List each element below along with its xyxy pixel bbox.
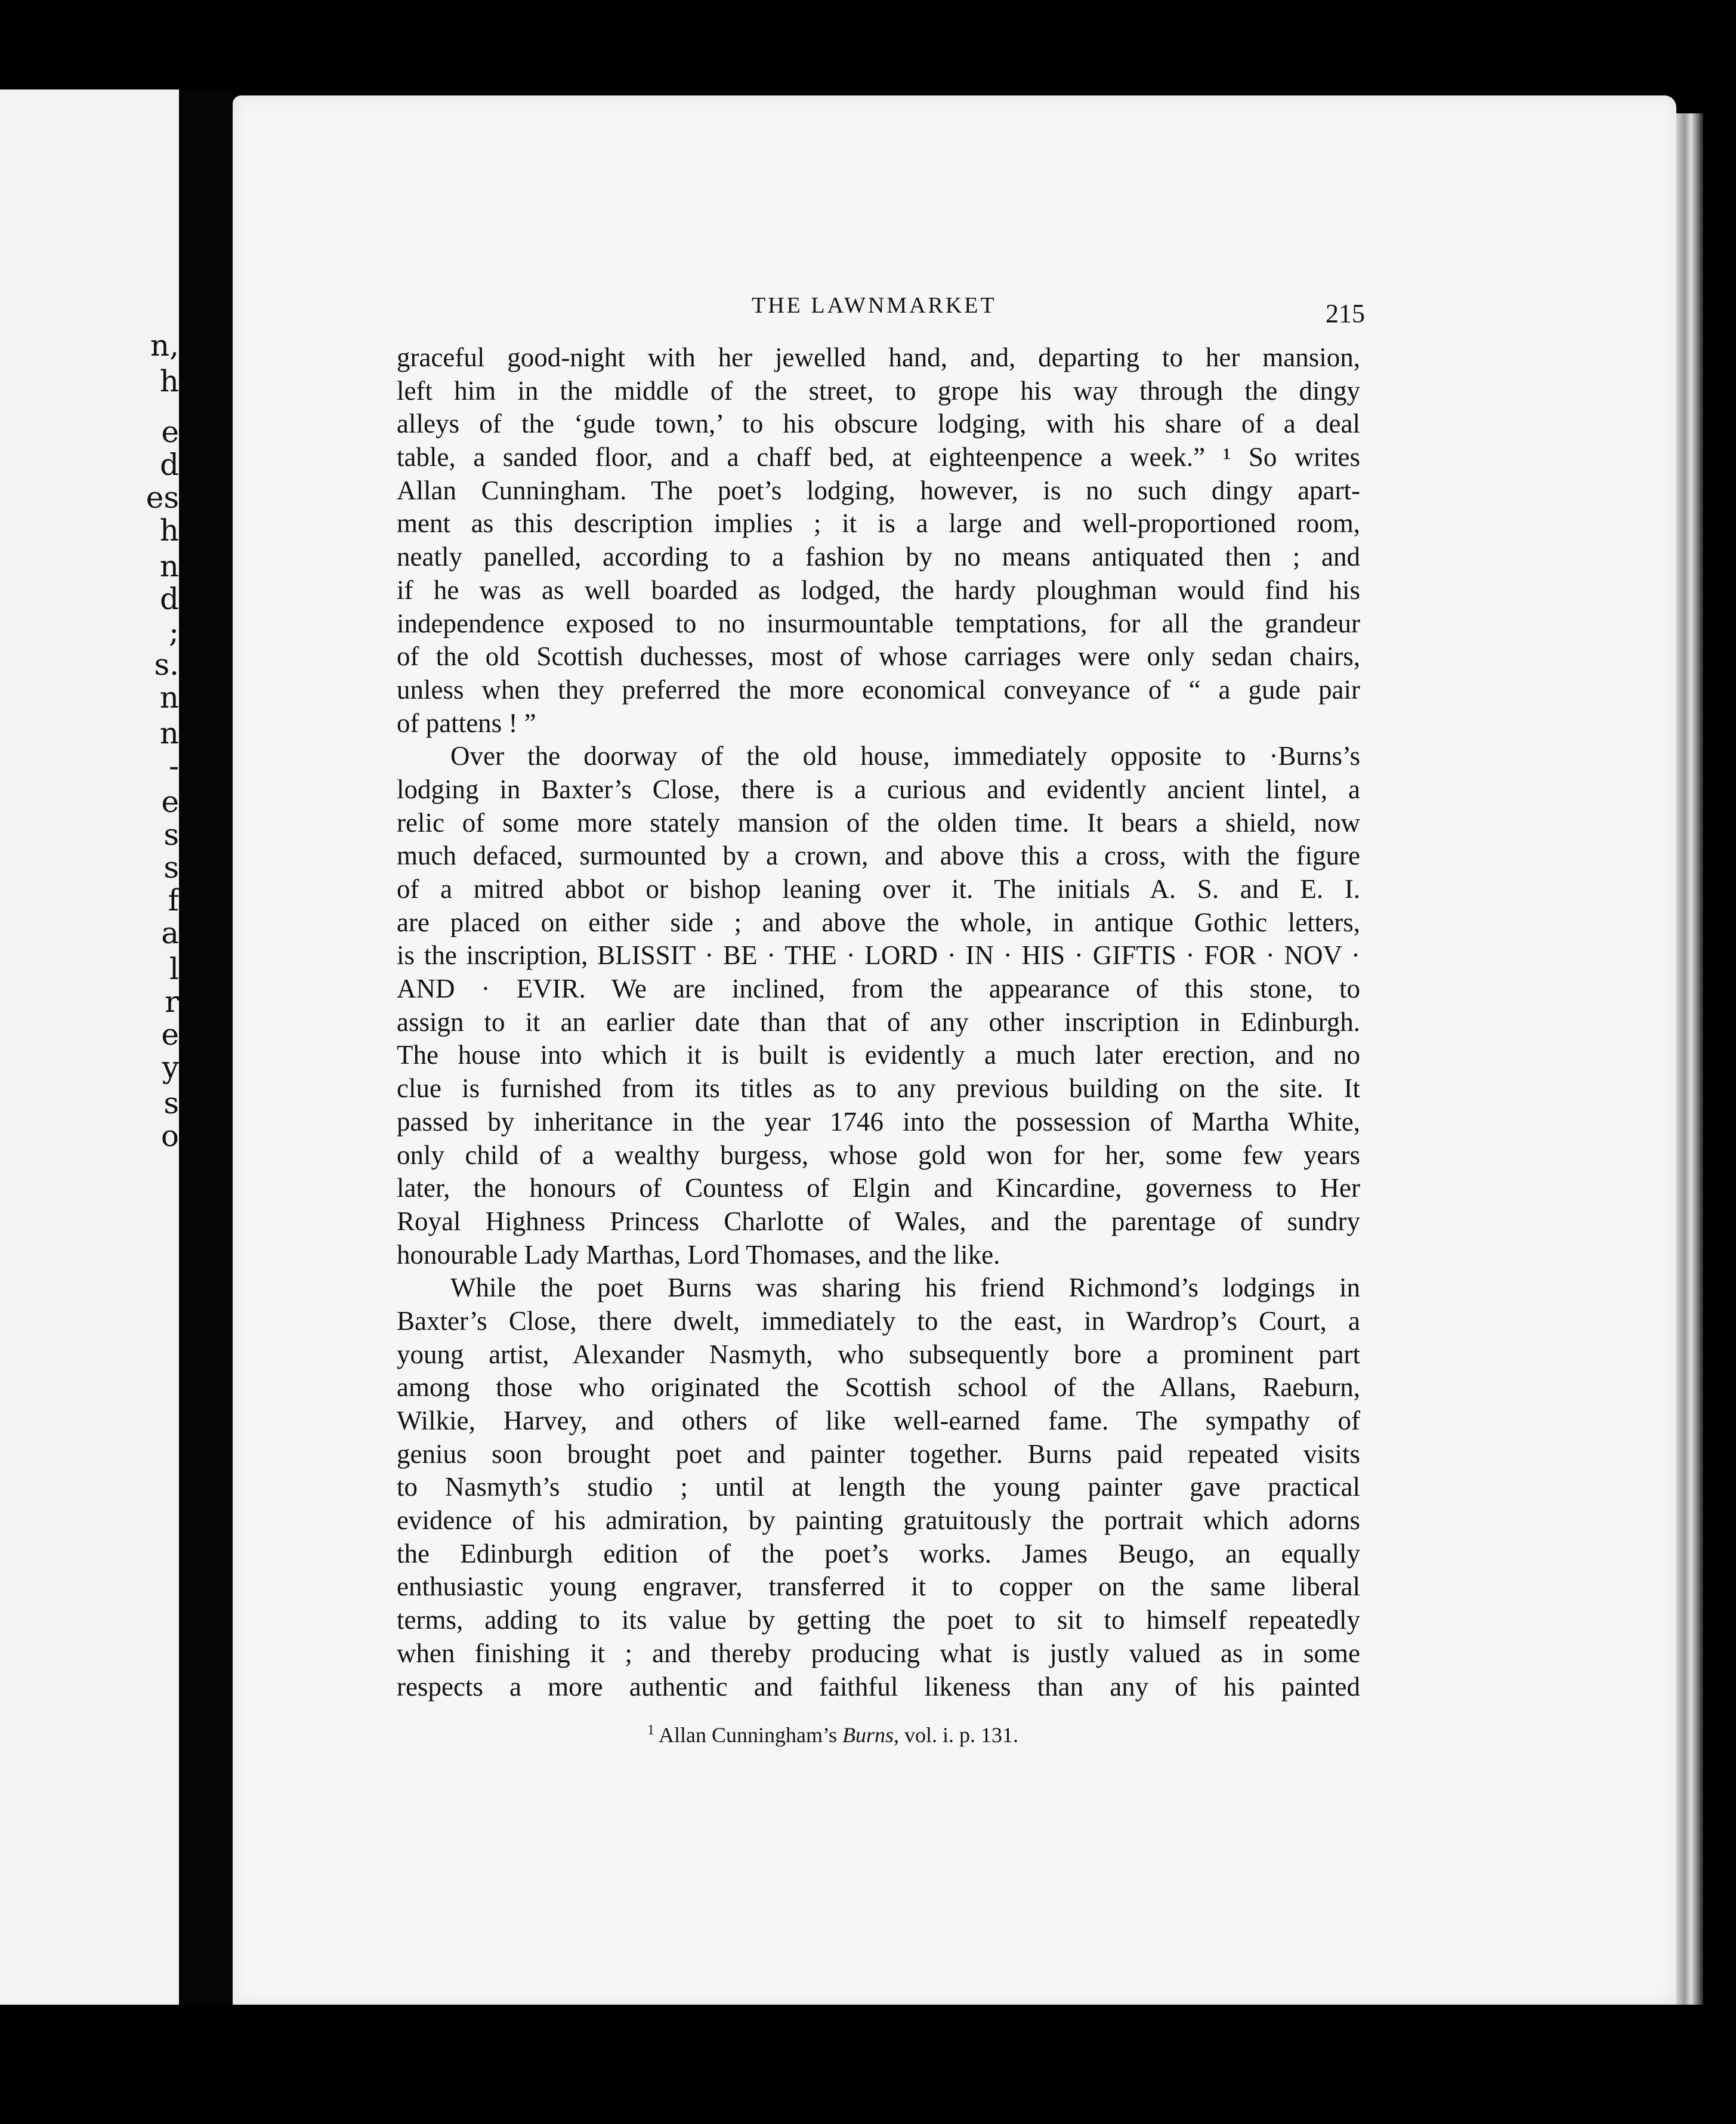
facing-page-text-fragments [0,84,179,1873]
facing-page-fragment: d [159,447,179,482]
facing-page-fragment: s [163,817,179,852]
text-line: honourable Lady Marthas, Lord Thomases, and the like. [397,1239,1000,1270]
text-line: neatly panelled, according to a fashion by no means antiquated then ; and [397,542,1360,572]
book-gutter [179,89,233,2005]
facing-page-fragment: s [163,850,179,885]
facing-page-fragment: h [159,364,179,399]
footnote-italic-title: Burns [842,1723,894,1747]
text-line: ment as this description implies ; it is a large and well-proportioned room, [397,508,1360,539]
facing-page-fragment: l [169,952,179,986]
text-line: left him in the middle of the street, to grope his way through the dingy [397,375,1360,406]
text-line: if he was as well boarded as lodged, the hardy ploughman would find his [397,575,1360,605]
facing-page-fragment: a [161,916,179,950]
text-line: later, the honours of Countess of Elgin and Kincardine, governess to Her [397,1173,1360,1203]
facing-page-fragment: e [161,1017,179,1052]
facing-page-fragment: n [159,680,179,715]
footnote-marker: 1 [647,1722,654,1738]
text-line: graceful good-night with her jewelled hand, and, departing to her mansion, [397,342,1360,372]
text-line: only child of a wealthy burgess, whose gold won for her, some few years [397,1140,1360,1170]
text-line: table, a sanded floor, and a chaff bed, at eighteenpence a week.” ¹ So writes [397,442,1360,473]
text-line: alleys of the ‘gude town,’ to his obscure lodging, with his share of a deal [397,409,1360,439]
text-line: young artist, Alexander Nasmyth, who subsequently bore a prominent part [397,1339,1360,1369]
text-line: much defaced, surmounted by a crown, and above this a cross, with the figure [397,841,1360,871]
text-line: of the old Scottish duchesses, most of whose carriages were only sedan chairs, [397,641,1360,672]
facing-page-fragment: n [159,549,179,584]
text-line: unless when they preferred the more economical conveyance of “ a gude pair [397,674,1360,705]
footnote-text-after: , vol. i. p. 131. [894,1723,1019,1747]
text-line: Over the doorway of the old house, immediately opposite to ·Burns’s [450,741,1360,771]
facing-page-fragment: n [159,716,179,751]
text-line: Wilkie, Harvey, and others of like well-earned fame. The sympathy of [397,1406,1360,1435]
text-line: are placed on either side ; and above the whole, in antique Gothic letters, [397,907,1360,937]
text-line: to Nasmyth’s studio ; until at length the young painter gave practical [397,1472,1360,1502]
text-line: clue is furnished from its titles as to any previous building on the site. It [397,1073,1360,1104]
facing-page-fragment: es [146,480,179,515]
text-line: genius soon brought poet and painter together. Burns paid repeated visits [397,1438,1360,1469]
facing-page-fragment: n, [150,328,179,363]
facing-page-fragment: r [165,984,179,1019]
text-line: when finishing it ; and thereby producing what is justly valued as in some [397,1638,1360,1668]
facing-page-fragment: e [161,415,179,449]
text-line: assign to it an earlier date than that of any other inscription in Edinburgh. [397,1007,1360,1037]
text-line: Allan Cunningham. The poet’s lodging, however, is no such dingy apart- [397,475,1360,505]
text-line: evidence of his admiration, by painting gratuitously the portrait which adorns [397,1505,1360,1536]
text-line: The house into which it is built is evidently a much later erection, and no [397,1040,1360,1070]
facing-page-fragment: e [161,785,179,819]
text-line: While the poet Burns was sharing his friend Richmond’s lodgings in [450,1273,1360,1303]
text-line: of a mitred abbot or bishop leaning over it. The initials A. S. and E. I. [397,874,1360,904]
text-line: Baxter’s Close, there dwelt, immediately to the east, in Wardrop’s Court, a [397,1305,1360,1336]
text-line: passed by inheritance in the year 1746 into the possession of Martha White, [397,1106,1360,1137]
text-line: enthusiastic young engraver, transferred it to copper on the same liberal [397,1572,1360,1602]
running-head: THE LAWNMARKET [752,293,997,318]
facing-page-fragment: f [168,883,179,918]
text-line: of pattens ! ” [397,708,536,738]
footnote-text-before: Allan Cunningham’s [659,1723,843,1747]
footnote [647,1722,1018,1748]
text-line: among those who originated the Scottish school of the Allans, Raeburn, [397,1372,1360,1403]
facing-page-fragment: - [169,749,179,783]
text-line: lodging in Baxter’s Close, there is a curious and evidently ancient lintel, a [397,774,1360,804]
text-line: terms, adding to its value by getting the poet to sit to himself repeatedly [397,1605,1360,1635]
facing-page-fragment: ; [169,615,179,649]
text-line: AND · EVIR. We are inclined, from the appearance of this stone, to [397,974,1360,1004]
text-line: respects a more authentic and faithful likeness than any of his painted [397,1671,1360,1702]
facing-page-fragment: d [159,582,179,616]
facing-page-fragment: h [159,513,179,548]
facing-page-fragment: s [163,1086,179,1120]
text-line: is the inscription, BLISSIT · BE · THE · LORD · IN · HIS · GIFTIS · FOR · NOV · [397,940,1360,971]
page-block-edge [1676,113,1703,2005]
facing-page-fragment: s. [154,647,179,682]
text-line: independence exposed to no insurmountable temptations, for all the grandeur [397,608,1360,638]
text-line: relic of some more stately mansion of the olden time. It bears a shield, now [397,807,1360,838]
page-number: 215 [1326,299,1365,328]
facing-page-fragment: o [160,1119,179,1153]
text-line: Royal Highness Princess Charlotte of Wales, and the parentage of sundry [397,1206,1360,1236]
text-line: the Edinburgh edition of the poet’s works. James Beugo, an equally [397,1538,1360,1569]
facing-page-fragment: y [162,1050,179,1085]
body-text [397,341,1360,1703]
